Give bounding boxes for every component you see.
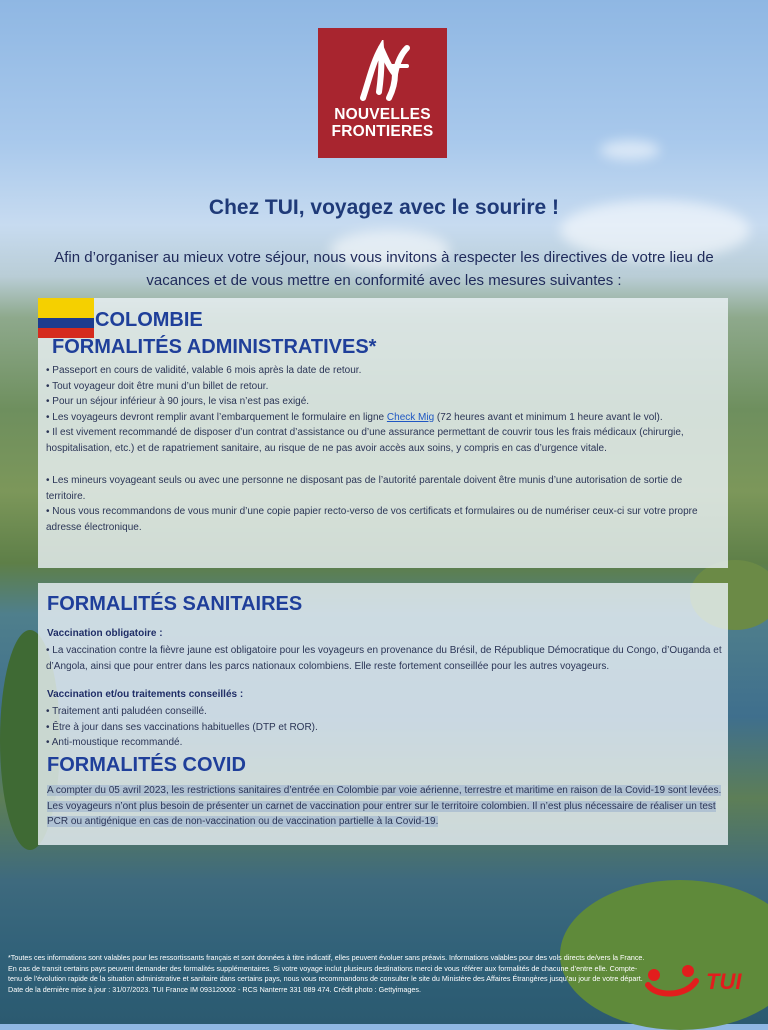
covid-text [47,783,723,830]
cloud [600,140,660,160]
logo-text: NOUVELLES FRONTIERES [331,106,434,140]
form-item-text: (72 heures avant et minimum 1 heure avant le vol). [434,411,663,423]
covid-paragraph: A compter du 05 avril 2023, les restrictions sanitaires d’entrée en Colombie par voie aérienne, terrestre et maritime en raison de la Covid-19 sont levées. [47,785,722,796]
sanitary-heading: FORMALITÉS SANITAIRES [47,593,303,615]
tui-smile-icon [644,965,700,999]
admin-heading: FORMALITÉS ADMINISTRATIVES* [52,336,377,358]
mandatory-vaccination-list [46,643,722,674]
list-item: • Nous vous recommandons de vous munir d’une copie papier recto-verso de vos certificats et formulaires ou de numériser ceux-ci sur votre propre adresse électronique. [46,504,722,535]
tui-logo [644,962,762,1002]
country-title: COLOMBIE [95,309,203,331]
headline: Chez TUI, voyagez avec le sourire ! [208,196,560,219]
list-item: • Tout voyageur doit être muni d’un billet de retour. [46,379,722,395]
mandatory-vaccination-label: Vaccination obligatoire : [47,628,163,639]
footnote [8,953,648,995]
admin-list [46,363,722,535]
check-mig-link[interactable]: Check Mig [386,411,435,423]
list-item [46,410,722,426]
covid-heading: FORMALITÉS COVID [47,754,246,776]
list-item: • Traitement anti paludéen conseillé. [46,704,722,720]
tui-text: TUI [706,969,742,994]
list-item: • Être à jour dans ses vaccinations habituelles (DTP et ROR). [46,720,722,736]
list-item: • Passeport en cours de validité, valable 6 mois après la date de retour. [46,363,722,379]
spacer [46,456,722,473]
list-item: • Il est vivement recommandé de disposer d’un contrat d’assistance ou d’une assurance permettant de couvrir tous les frais médicaux (chirurgie, hospitalisation, etc.) et de rapatriement sanitaire, au risque de ne pas avoir accès aux soins, y compris en cas d’urgence vitale. [46,425,722,456]
advised-vaccination-label: Vaccination et/ou traitements conseillés : [47,689,244,700]
list-item: • Anti-moustique recommandé. [46,735,722,751]
list-item: • Pour un séjour inférieur à 90 jours, le visa n’est pas exigé. [46,394,722,410]
nouvelles-frontieres-logo [318,28,447,158]
advised-vaccination-list [46,704,722,751]
disclaimer-text: *Toutes ces informations sont valables pour les ressortissants français et sont données à titre indicatif, elles peuvent évoluer sans préavis. Informations valables pour des vols directs de/vers la France. En cas de transit certains pays peuvent demander des formalités supplémentaires. Si votre voyage inclut plusieurs destinations merci de vous référer aux formalités de chacune d’entre elle. Compte-tenu de l’évolution rapide de la situation administrative et sanitaire dans certains pays, nous vous recommandons de consulter le site du Ministère des Affaires Étrangères jusqu’au jour de votre départ. [8,953,645,983]
covid-paragraph: Les voyageurs n’ont plus besoin de présenter un carnet de vaccination pour entrer sur le territoire colombien. Il n’est plus nécessaire de réaliser un test PCR ou antigénique en cas de non-vaccination ou de vaccination partielle à la Covid-19. [47,800,716,827]
form-item-text: Les voyageurs devront remplir avant l’embarquement le formulaire en ligne [52,411,387,423]
update-date-text: Date de la dernière mise à jour : 31/07/2023. TUI France IM 093120002 - RCS Nanterre 331 089 474. Crédit photo : Gettyimages. [8,984,421,994]
list-item: • La vaccination contre la fièvre jaune est obligatoire pour les voyageurs en provenance du Brésil, de République Démocratique du Congo, d’Ouganda et d’Angola, ainsi que pour entrer dans les parcs nationaux colombiens. Elle reste fortement conseillée pour les autres voyageurs. [46,643,722,674]
nf-monogram-icon [351,40,415,104]
list-item: • Les mineurs voyageant seuls ou avec une personne ne disposant pas de l’autorité parentale doivent être munis d’une autorisation de sortie de territoire. [46,473,722,504]
colombia-flag-icon [38,298,94,338]
intro-text: Afin d’organiser au mieux votre séjour, nous vous invitons à respecter les directives de votre lieu de vacances et de vous mettre en conformité avec les mesures suivantes : [54,249,714,289]
